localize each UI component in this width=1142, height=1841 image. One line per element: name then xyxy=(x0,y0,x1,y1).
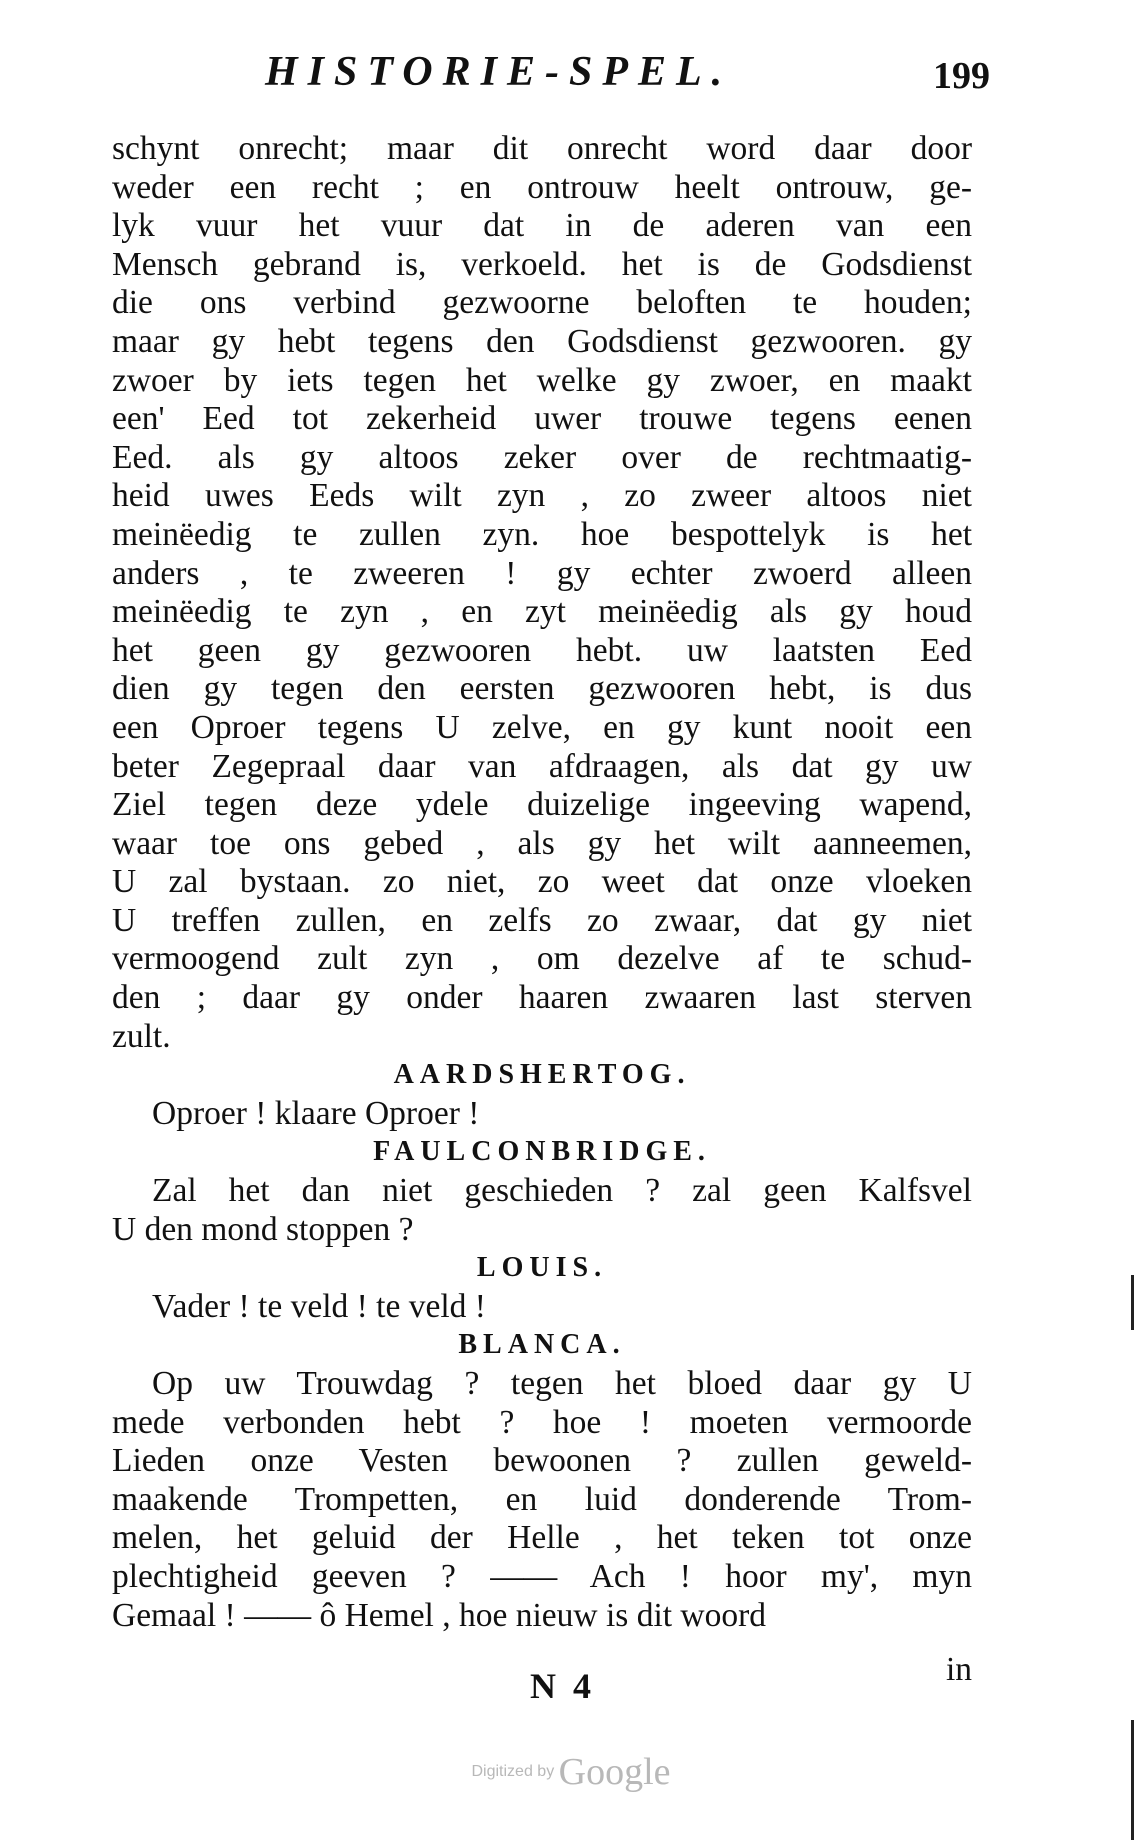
text-line: maakende Trompetten, en luid donderende Trom- xyxy=(112,1480,972,1518)
watermark-digitized-by: Digitized by xyxy=(471,1763,555,1780)
text-line: beter Zegepraal daar van afdraagen, als dat gy uw xyxy=(112,747,972,785)
text-line: waar toe ons gebed , als gy het wilt aanneemen, xyxy=(112,824,972,862)
speech-block-blanca xyxy=(112,1365,972,1635)
text-line: weder een recht ; en ontrouw heelt ontrouw, ge- xyxy=(112,168,972,206)
text-line: Gemaal ! —— ô Hemel , hoe nieuw is dit woord xyxy=(112,1596,767,1634)
text-line: lyk vuur het vuur dat in de aderen van een xyxy=(112,207,972,245)
text-line: heid uwes Eeds wilt zyn , zo zweer altoos niet xyxy=(112,477,972,515)
text-line: meinëedig te zullen zyn. hoe bespottelyk is het xyxy=(112,515,972,553)
speaker-louis: LOUIS. xyxy=(476,1252,608,1284)
text-line: zwoer by iets tegen het welke gy zwoer, en maakt xyxy=(112,361,972,399)
text-line: die ons verbind gezwoorne beloften te houden; xyxy=(112,284,972,322)
text-line: Mensch gebrand is, verkoeld. het is de Godsdienst xyxy=(112,245,972,283)
text-line: meinëedig te zyn , en zyt meinëedig als gy houd xyxy=(112,593,972,631)
text-line: maar gy hebt tegens den Godsdienst gezwooren. gy xyxy=(112,322,972,360)
watermark-google-logo: Google xyxy=(558,1751,671,1793)
text-line: Ziel tegen deze ydele duizelige ingeeving wapend, xyxy=(112,786,972,824)
text-line: mede verbonden hebt ? hoe ! moeten vermoorde xyxy=(112,1403,972,1441)
text-line: U zal bystaan. zo niet, zo weet dat onze vloeken xyxy=(112,863,972,901)
speaker-aardshertog: AARDSHERTOG. xyxy=(393,1059,691,1091)
text-line: een Oproer tegens U zelve, en gy kunt nooit een xyxy=(112,708,972,746)
text-line: Zal het dan niet geschieden ? zal geen Kalfsvel xyxy=(152,1172,972,1210)
text-line: den ; daar gy onder haaren zwaaren last sterven xyxy=(112,979,972,1017)
text-line: U treffen zullen, en zelfs zo zwaar, dat gy niet xyxy=(112,901,972,939)
scan-edge-mark-lower xyxy=(1131,1720,1134,1840)
text-line: dien gy tegen den eersten gezwooren hebt, is dus xyxy=(112,670,972,708)
speech-block-aardshertog xyxy=(112,1095,972,1134)
scan-edge-mark xyxy=(1131,1275,1134,1330)
text-line: melen, het geluid der Helle , het teken tot onze xyxy=(112,1519,972,1557)
page-number: 199 xyxy=(933,55,990,97)
google-watermark xyxy=(0,1750,1142,1794)
text-line: vermoogend zult zyn , om dezelve af te schud- xyxy=(112,940,972,978)
signature-mark: N 4 xyxy=(530,1666,595,1706)
page-body xyxy=(112,130,972,1635)
speaker-blanca: BLANCA. xyxy=(458,1329,626,1361)
speech-block-faulconbridge xyxy=(112,1172,972,1249)
text-line: U den mond stoppen ? xyxy=(112,1210,414,1248)
text-line: schynt onrecht; maar dit onrecht word daar door xyxy=(112,130,972,167)
text-line: Op uw Trouwdag ? tegen het bloed daar gy U xyxy=(152,1365,972,1402)
page-header xyxy=(110,48,990,108)
speech-block-louis xyxy=(112,1288,972,1327)
text-line: plechtigheid geeven ? —— Ach ! hoor my', myn xyxy=(112,1557,972,1595)
running-head: HISTORIE-SPEL. xyxy=(265,49,733,95)
speaker-faulconbridge: FAULCONBRIDGE. xyxy=(373,1136,711,1168)
text-line: Oproer ! klaare Oproer ! xyxy=(152,1094,480,1132)
catchword: in xyxy=(945,1651,972,1688)
text-line: Lieden onze Vesten bewoonen ? zullen geweld- xyxy=(112,1442,972,1480)
text-line: zult. xyxy=(112,1017,171,1055)
text-line: een' Eed tot zekerheid uwer trouwe tegens eenen xyxy=(112,400,972,438)
text-line: het geen gy gezwooren hebt. uw laatsten Eed xyxy=(112,631,972,669)
page-footer xyxy=(112,1651,972,1710)
text-line: anders , te zweeren ! gy echter zwoerd alleen xyxy=(112,554,972,592)
text-line: Vader ! te veld ! te veld ! xyxy=(152,1287,486,1325)
speech-block-prose xyxy=(112,130,972,1056)
text-line: Eed. als gy altoos zeker over de rechtmaatig- xyxy=(112,438,972,476)
